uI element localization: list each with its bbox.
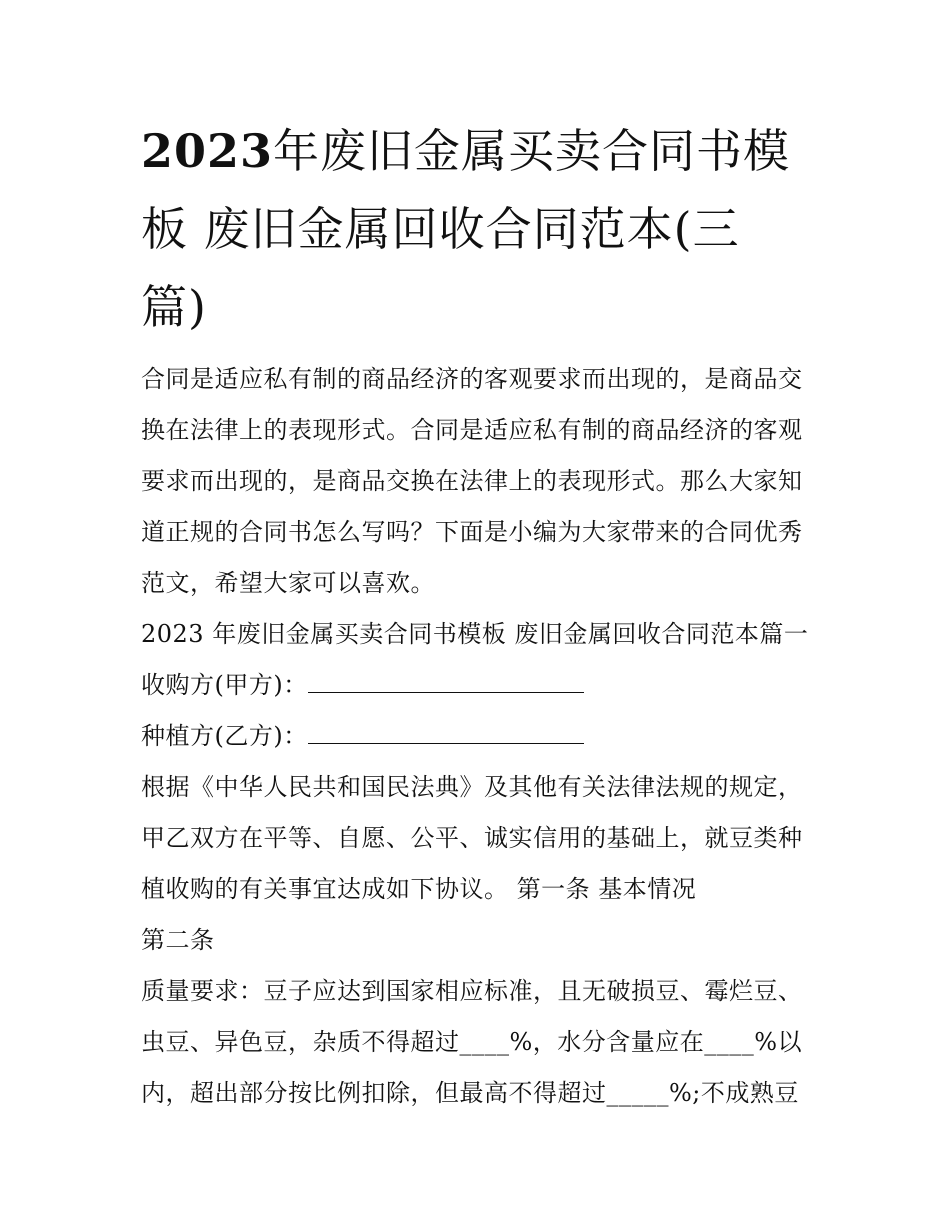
title-line-1-rest: 年废旧金属买卖合同书模 bbox=[273, 124, 791, 178]
quality-line: 质量要求：豆子应达到国家相应标准，且无破损豆、霉烂豆、 bbox=[141, 977, 803, 1005]
buyer-party-line bbox=[141, 660, 821, 711]
grower-party-line bbox=[141, 711, 821, 762]
buyer-name-blank bbox=[308, 670, 584, 693]
buyer-party-row bbox=[141, 660, 821, 711]
section-heading-text: 2023 年废旧金属买卖合同书模板 废旧金属回收合同范本篇一 bbox=[141, 620, 809, 648]
title-line-1 bbox=[141, 112, 821, 190]
basis-line: 根据《中华人民共和国民法典》及其他有关法律法规的规定， bbox=[141, 773, 803, 801]
intro-line: 要求而出现的，是商品交换在法律上的表现形式。那么大家知 bbox=[141, 467, 803, 495]
basis-line: 植收购的有关事宜达成如下协议。 第一条 基本情况 bbox=[141, 875, 697, 903]
intro-paragraph bbox=[141, 354, 821, 609]
title-year: 2023 bbox=[141, 124, 274, 178]
grower-label: 种植方(乙方)： bbox=[141, 722, 308, 750]
intro-line: 道正规的合同书怎么写吗？下面是小编为大家带来的合同优秀 bbox=[141, 518, 803, 546]
quality-line: 虫豆、异色豆，杂质不得超过____%，水分含量应在____%以 bbox=[141, 1028, 803, 1056]
article-2-heading bbox=[141, 915, 821, 966]
intro-line: 范文，希望大家可以喜欢。 bbox=[141, 569, 435, 597]
basis-line: 甲乙双方在平等、自愿、公平、诚实信用的基础上，就豆类种 bbox=[141, 824, 803, 852]
buyer-label: 收购方(甲方)： bbox=[141, 671, 308, 699]
basis-paragraph bbox=[141, 762, 821, 915]
quality-paragraph bbox=[141, 966, 821, 1119]
article-2-text: 第二条 bbox=[141, 926, 215, 954]
document-title bbox=[141, 112, 821, 346]
intro-line: 换在法律上的表现形式。合同是适应私有制的商品经济的客观 bbox=[141, 416, 803, 444]
grower-party-row bbox=[141, 711, 821, 762]
quality-line: 内，超出部分按比例扣除，但最高不得超过_____%;不成熟豆 bbox=[141, 1079, 799, 1107]
section-heading bbox=[141, 609, 821, 660]
document-page bbox=[141, 112, 821, 1119]
intro-line: 合同是适应私有制的商品经济的客观要求而出现的，是商品交 bbox=[141, 365, 803, 393]
title-line-2: 板 废旧金属回收合同范本(三 bbox=[141, 202, 740, 256]
grower-name-blank bbox=[308, 721, 584, 744]
title-line-3: 篇) bbox=[141, 280, 207, 334]
